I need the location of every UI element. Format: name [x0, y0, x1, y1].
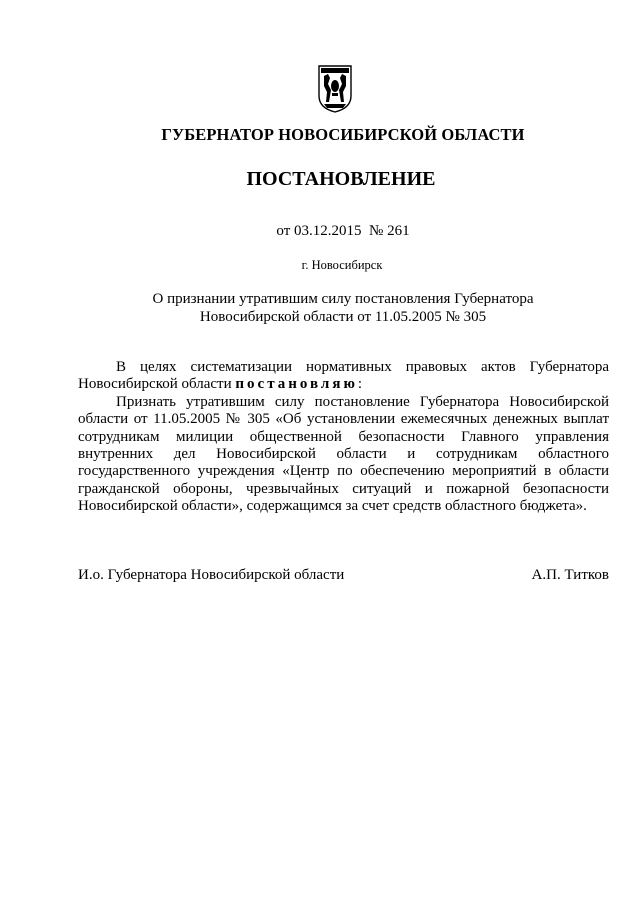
document-type-title: ПОСТАНОВЛЕНИЕ	[246, 168, 436, 190]
resolution-keyword: постановляю	[235, 376, 358, 393]
document-date-number: от 03.12.2015 № 261	[276, 223, 410, 239]
signatory-position: И.о. Губернатора Новосибирской области	[78, 567, 345, 583]
subject-line-1: О признании утратившим силу постановления Губернатора	[152, 291, 534, 307]
operative-paragraph: Признать утратившим силу постановление Губернатора Новосибирской области от 11.05.2005 № 305 «Об установлении ежемесячных денежных выплат сотрудникам милиции общественной безопасности Главного управления внутренних дел Новосибирской области и сотрудникам областного государственного учреждения «Центр по обеспечению мероприятий в области гражданской обороны, чрезвычайных ситуаций и пожарной безопасности Новосибирской области», содержащимся за счет средств областного бюджета».	[78, 393, 609, 515]
coat-of-arms-icon	[316, 62, 354, 114]
preamble-end: :	[357, 376, 363, 393]
signatory-name: А.П. Титков	[531, 567, 609, 583]
preamble-text: В целях систематизации нормативных правовых актов Губернатора Новосибирской области	[78, 359, 609, 393]
preamble-paragraph	[78, 359, 609, 394]
signature-block	[78, 567, 609, 584]
subject-line-2: Новосибирской области от 11.05.2005 № 305	[199, 309, 487, 325]
document-subject	[23, 290, 640, 326]
document-body	[78, 359, 609, 516]
document-city: г. Новосибирск	[301, 258, 383, 272]
issuing-authority: ГУБЕРНАТОР НОВОСИБИРСКОЙ ОБЛАСТИ	[161, 125, 525, 144]
